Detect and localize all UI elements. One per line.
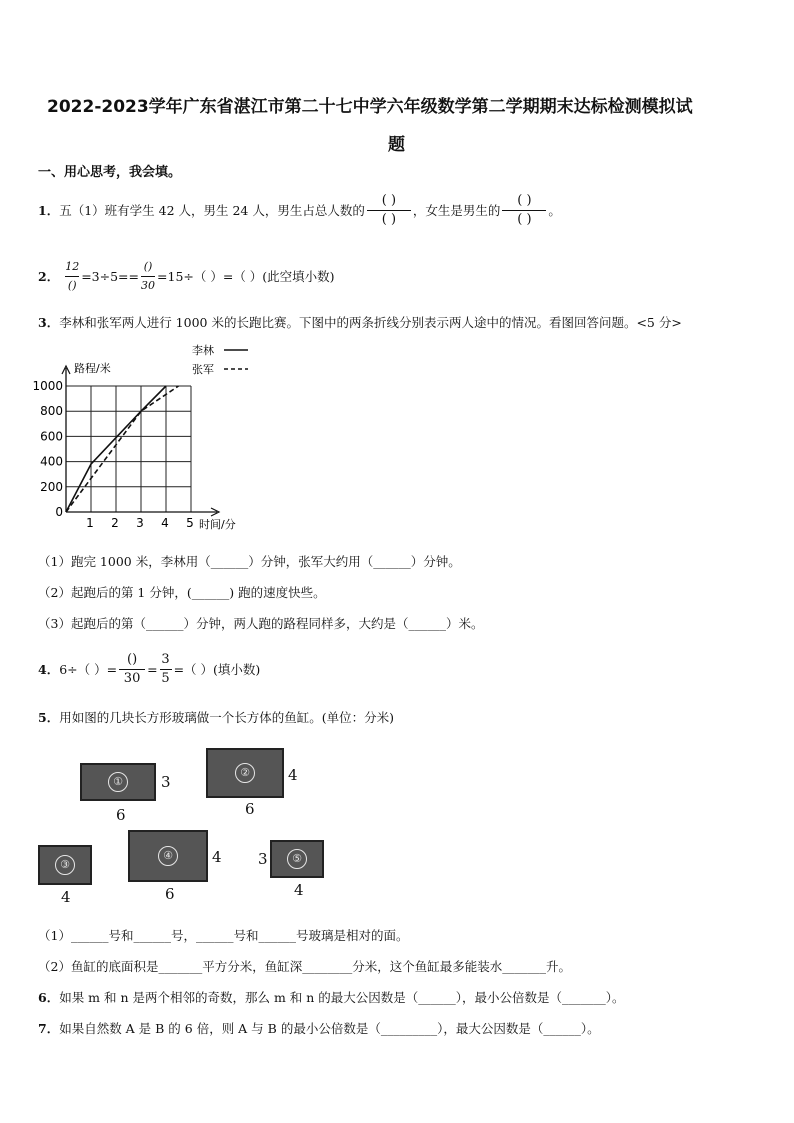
- question-number: 1．: [38, 203, 60, 218]
- fraction: $\frac{3}{5}$: [161, 651, 170, 686]
- x-tick-label: 5: [186, 516, 194, 530]
- legend-label: 张军: [192, 363, 214, 376]
- panel-number: ①: [108, 772, 128, 792]
- question-5-part-1: （1）______号和______号，______号和______号玻璃是相对的面。: [38, 928, 409, 943]
- question-5: [38, 708, 394, 726]
- question-text: 如果 m 和 n 是两个相邻的奇数，那么 m 和 n 的最大公因数是（______），最小公倍数是（_______）。: [59, 990, 625, 1005]
- question-text: 五（1）班有学生 42 人，男生 24 人，男生占总人数的: [59, 203, 365, 218]
- question-text: 如果自然数 A 是 B 的 6 倍，则 A 与 B 的最小公倍数是（_________），最大公因数是（______）。: [59, 1021, 600, 1036]
- fraction: $\frac{()}{30}$: [119, 652, 145, 687]
- dimension-label: 3: [161, 773, 171, 791]
- question-number: 7．: [38, 1021, 60, 1036]
- series-line-2: [66, 386, 179, 512]
- glass-panel-5: [270, 840, 324, 878]
- fraction-blank: $\frac{( )}{( )}$: [367, 193, 411, 228]
- dimension-label: 6: [245, 800, 255, 818]
- question-2: [38, 256, 335, 296]
- y-tick-label: 800: [40, 404, 63, 419]
- glass-panel-2: [206, 748, 284, 798]
- question-3-part-3: （3）起跑后的第（______）分钟，两人跑的路程同样多，大约是（______）米。: [38, 616, 484, 631]
- question-number: 4．: [38, 662, 60, 677]
- distance-time-chart: [30, 340, 310, 540]
- question-text: 6÷（ ）=: [59, 662, 118, 677]
- page-title-cont: 题: [388, 135, 405, 155]
- question-5-part-2: （2）鱼缸的底面积是_______平方分米，鱼缸深________分米，这个鱼缸最多能装水_______升。: [38, 959, 571, 974]
- glass-panel-3: [38, 845, 92, 885]
- glass-panel-1: [80, 763, 156, 801]
- panel-number: ②: [235, 763, 255, 783]
- question-text: 。: [548, 203, 561, 218]
- fraction-blank: $\frac{( )}{( )}$: [502, 193, 546, 228]
- y-tick-label: 600: [40, 429, 63, 444]
- question-7: [38, 1019, 600, 1037]
- question-number: 2．: [38, 269, 60, 284]
- question-text: =3÷5==: [81, 268, 140, 284]
- question-number: 3．: [38, 315, 60, 330]
- question-text: ，女生是男生的: [412, 203, 501, 218]
- dimension-label: 6: [116, 806, 126, 824]
- dimension-label: 4: [212, 848, 222, 866]
- section-heading: 一、用心思考，我会填。: [38, 165, 182, 180]
- question-text: 用如图的几块长方形玻璃做一个长方体的鱼缸。(单位：分米): [59, 710, 394, 725]
- y-tick-label: 1000: [32, 379, 63, 393]
- dimension-label: 4: [294, 881, 304, 899]
- panel-number: ⑤: [287, 849, 307, 869]
- glass-panel-4: [128, 830, 208, 882]
- question-text: 李林和张军两人进行 1000 米的长跑比赛。下图中的两条折线分别表示两人途中的情况。看图回答问题。<5 分>: [59, 315, 682, 330]
- question-3: [38, 313, 682, 331]
- question-3-part-1: （1）跑完 1000 米，李林用（______）分钟，张军大约用（______）分钟。: [38, 554, 461, 569]
- question-text: =15÷（ ）=（ ）(此空填小数): [157, 269, 335, 284]
- fraction: $\frac{()}{30}$: [141, 259, 156, 292]
- question-text: =（ ）(填小数): [173, 662, 261, 677]
- y-tick-label: 400: [40, 454, 63, 469]
- question-3-part-2: （2）起跑后的第 1 分钟，(______) 跑的速度快些。: [38, 585, 326, 600]
- panel-number: ④: [158, 846, 178, 866]
- x-tick-label: 2: [111, 516, 119, 530]
- legend-label: 李林: [192, 344, 214, 357]
- question-4: [38, 648, 260, 690]
- y-tick-label: 200: [40, 479, 63, 494]
- page-title: 2022-2023学年广东省湛江市第二十七中学六年级数学第二学期期末达标检测模拟试: [47, 97, 693, 117]
- dimension-label: 3: [258, 850, 268, 868]
- x-axis-label: 时间/分: [199, 518, 236, 531]
- x-tick-label: 1: [86, 516, 94, 530]
- dimension-label: 4: [288, 766, 298, 784]
- question-text: =: [147, 661, 158, 677]
- fraction: $\frac{12}{()}$: [65, 259, 80, 292]
- panel-number: ③: [55, 855, 75, 875]
- question-1: [38, 188, 561, 232]
- dimension-label: 6: [165, 885, 175, 903]
- x-tick-label: 4: [161, 516, 169, 530]
- x-tick-label: 3: [136, 516, 144, 530]
- question-number: 5．: [38, 710, 60, 725]
- question-number: 6．: [38, 990, 60, 1005]
- dimension-label: 4: [61, 888, 71, 906]
- y-tick-label: 0: [55, 505, 63, 519]
- y-axis-label: 路程/米: [74, 362, 111, 375]
- question-6: [38, 988, 625, 1006]
